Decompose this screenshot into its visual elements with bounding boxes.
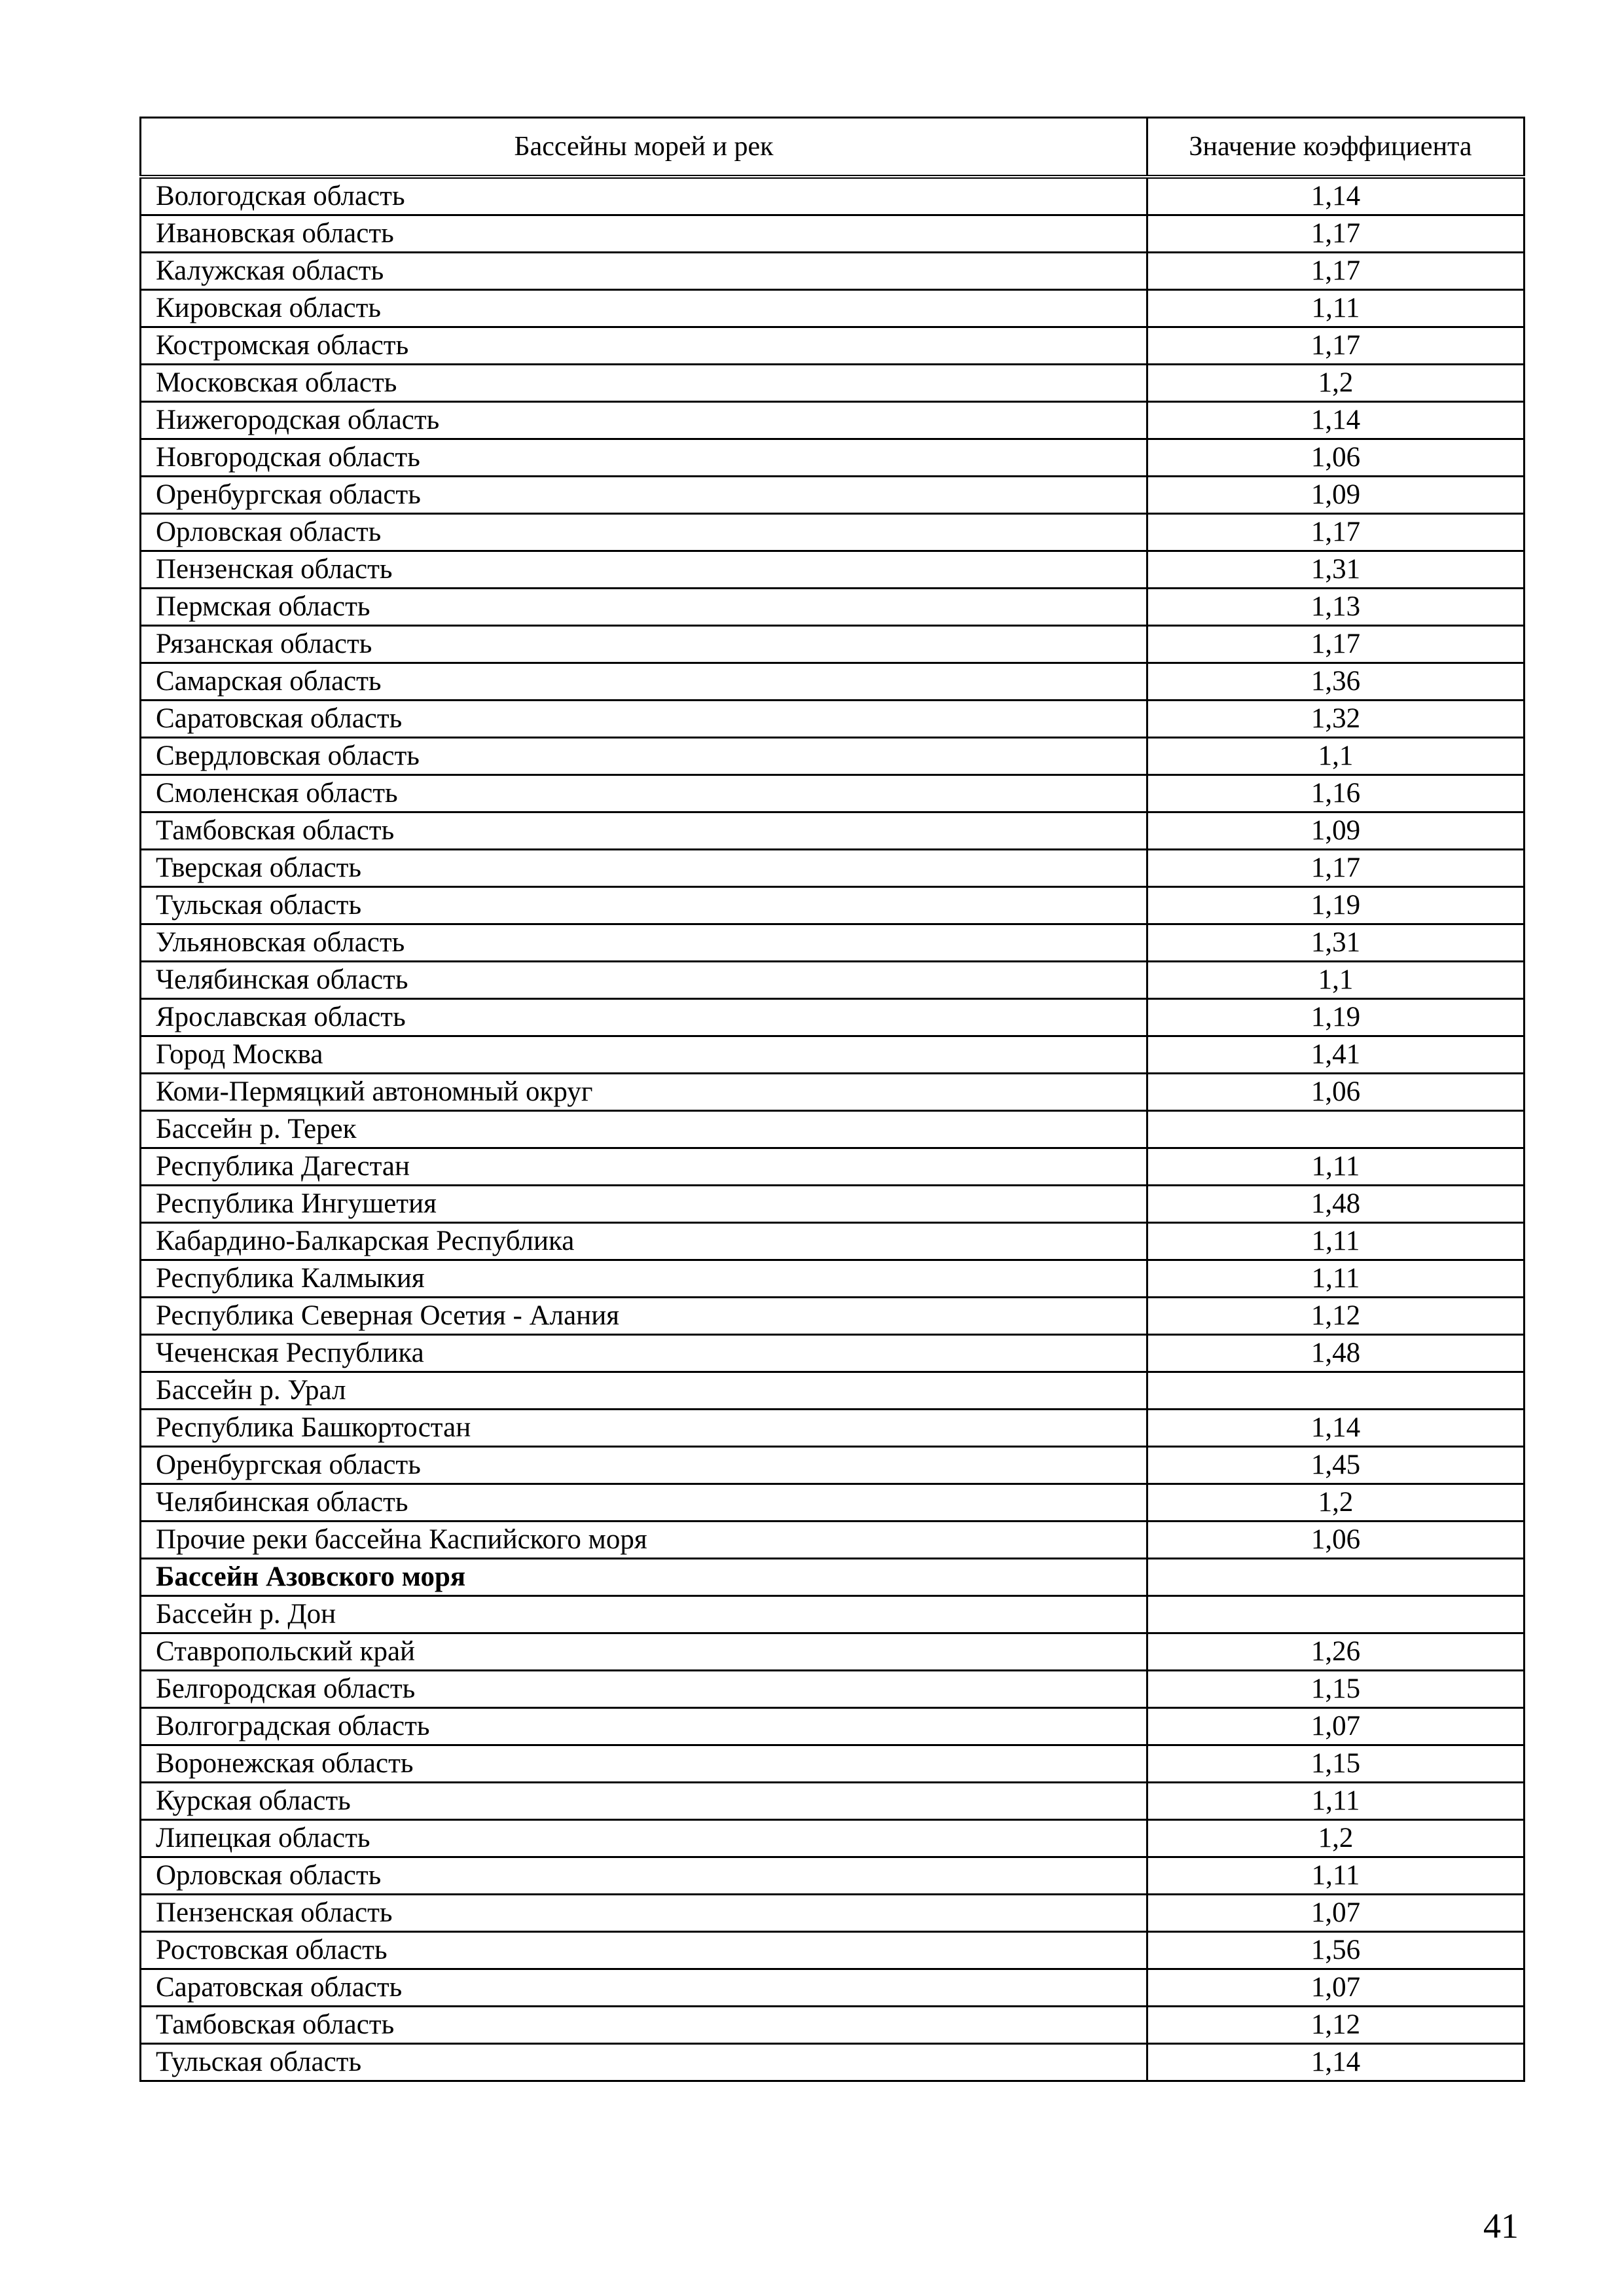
region-name-cell: Ростовская область <box>141 1932 1147 1969</box>
region-name-cell: Самарская область <box>141 663 1147 701</box>
region-name-cell: Республика Ингушетия <box>141 1186 1147 1223</box>
table-row <box>141 887 1525 924</box>
coefficient-value-cell: 1,14 <box>1147 2044 1525 2081</box>
table-row <box>141 701 1525 738</box>
coefficient-value-cell: 1,11 <box>1147 1260 1525 1298</box>
region-name-cell: Тульская область <box>141 2044 1147 2081</box>
table-row <box>141 1522 1525 1559</box>
table-row <box>141 177 1525 215</box>
table-row <box>141 962 1525 999</box>
table-row <box>141 1708 1525 1745</box>
table-row <box>141 850 1525 887</box>
table-row <box>141 1372 1525 1410</box>
table-row <box>141 215 1525 253</box>
coefficient-value-cell: 1,09 <box>1147 477 1525 514</box>
region-name-cell: Московская область <box>141 365 1147 402</box>
table-row <box>141 999 1525 1036</box>
region-name-cell: Республика Северная Осетия - Алания <box>141 1298 1147 1335</box>
table-row <box>141 1857 1525 1895</box>
coefficient-value-cell: 1,11 <box>1147 290 1525 327</box>
coefficient-value-cell: 1,31 <box>1147 551 1525 589</box>
coefficient-value-cell: 1,06 <box>1147 439 1525 477</box>
region-name-cell: Прочие реки бассейна Каспийского моря <box>141 1522 1147 1559</box>
coefficient-value-cell <box>1147 1372 1525 1410</box>
table-row <box>141 1745 1525 1783</box>
region-name-cell: Пензенская область <box>141 551 1147 589</box>
region-name-cell: Воронежская область <box>141 1745 1147 1783</box>
table-row <box>141 589 1525 626</box>
coefficient-value-cell: 1,17 <box>1147 514 1525 551</box>
region-name-cell: Нижегородская область <box>141 402 1147 439</box>
coefficient-value-cell: 1,17 <box>1147 626 1525 663</box>
region-name-cell: Новгородская область <box>141 439 1147 477</box>
coefficient-value-cell: 1,17 <box>1147 215 1525 253</box>
page-number: 41 <box>1483 2206 1519 2246</box>
region-name-cell: Бассейн р. Терек <box>141 1111 1147 1148</box>
table-row <box>141 1335 1525 1372</box>
coefficient-value-cell: 1,07 <box>1147 1969 1525 2007</box>
region-name-cell: Саратовская область <box>141 701 1147 738</box>
coefficient-value-cell: 1,26 <box>1147 1633 1525 1671</box>
coefficient-value-cell: 1,19 <box>1147 887 1525 924</box>
region-name-cell: Орловская область <box>141 1857 1147 1895</box>
region-name-cell: Орловская область <box>141 514 1147 551</box>
region-name-cell: Белгородская область <box>141 1671 1147 1708</box>
coefficient-value-cell: 1,15 <box>1147 1671 1525 1708</box>
region-name-cell: Саратовская область <box>141 1969 1147 2007</box>
table-row <box>141 365 1525 402</box>
region-name-cell: Челябинская область <box>141 962 1147 999</box>
region-name-cell: Тверская область <box>141 850 1147 887</box>
region-name-cell: Волгоградская область <box>141 1708 1147 1745</box>
coefficient-table <box>139 117 1525 2082</box>
coefficient-value-cell: 1,13 <box>1147 589 1525 626</box>
table-row <box>141 477 1525 514</box>
region-name-cell: Ярославская область <box>141 999 1147 1036</box>
coefficient-value-cell: 1,17 <box>1147 253 1525 290</box>
region-name-cell: Бассейн р. Дон <box>141 1596 1147 1633</box>
table-row <box>141 1633 1525 1671</box>
region-name-cell: Костромская область <box>141 327 1147 365</box>
coefficient-value-cell: 1,14 <box>1147 402 1525 439</box>
table-row <box>141 2007 1525 2044</box>
table-row <box>141 663 1525 701</box>
coefficient-value-cell: 1,11 <box>1147 1223 1525 1260</box>
table-row <box>141 1596 1525 1633</box>
table-header <box>141 118 1525 177</box>
coefficient-value-cell: 1,14 <box>1147 1410 1525 1447</box>
region-name-cell: Ставропольский край <box>141 1633 1147 1671</box>
region-name-cell: Чеченская Республика <box>141 1335 1147 1372</box>
region-name-cell: Тульская область <box>141 887 1147 924</box>
coefficient-value-cell: 1,2 <box>1147 1820 1525 1857</box>
table-row <box>141 551 1525 589</box>
coefficient-value-cell: 1,17 <box>1147 327 1525 365</box>
table-row <box>141 1484 1525 1522</box>
table-row <box>141 924 1525 962</box>
region-name-cell: Смоленская область <box>141 775 1147 812</box>
region-name-cell: Пензенская область <box>141 1895 1147 1932</box>
region-name-cell: Республика Дагестан <box>141 1148 1147 1186</box>
coefficient-value-cell: 1,19 <box>1147 999 1525 1036</box>
table-row <box>141 1895 1525 1932</box>
region-name-cell: Ивановская область <box>141 215 1147 253</box>
header-row <box>141 118 1525 177</box>
region-name-cell: Бассейн р. Урал <box>141 1372 1147 1410</box>
region-name-cell: Липецкая область <box>141 1820 1147 1857</box>
region-name-cell: Тамбовская область <box>141 2007 1147 2044</box>
coefficient-value-cell: 1,2 <box>1147 1484 1525 1522</box>
region-name-cell: Ульяновская область <box>141 924 1147 962</box>
region-name-cell: Оренбургская область <box>141 477 1147 514</box>
region-name-cell: Тамбовская область <box>141 812 1147 850</box>
table-row <box>141 253 1525 290</box>
header-coefficient-column: Значение коэффициента <box>1147 118 1525 177</box>
coefficient-value-cell: 1,1 <box>1147 738 1525 775</box>
table-row <box>141 1298 1525 1335</box>
coefficient-value-cell: 1,41 <box>1147 1036 1525 1074</box>
table-row <box>141 514 1525 551</box>
coefficient-value-cell: 1,16 <box>1147 775 1525 812</box>
table-row <box>141 1447 1525 1484</box>
region-name-cell: Республика Калмыкия <box>141 1260 1147 1298</box>
region-name-cell: Пермская область <box>141 589 1147 626</box>
coefficient-value-cell <box>1147 1559 1525 1596</box>
coefficient-value-cell: 1,45 <box>1147 1447 1525 1484</box>
coefficient-value-cell: 1,07 <box>1147 1708 1525 1745</box>
region-name-cell: Оренбургская область <box>141 1447 1147 1484</box>
table-row <box>141 1969 1525 2007</box>
coefficient-value-cell: 1,06 <box>1147 1074 1525 1111</box>
table-row <box>141 327 1525 365</box>
coefficient-value-cell: 1,11 <box>1147 1783 1525 1820</box>
table-row <box>141 1148 1525 1186</box>
coefficient-value-cell: 1,15 <box>1147 1745 1525 1783</box>
region-name-cell: Коми-Пермяцкий автономный округ <box>141 1074 1147 1111</box>
table-row <box>141 1036 1525 1074</box>
table-row <box>141 290 1525 327</box>
region-name-cell: Рязанская область <box>141 626 1147 663</box>
coefficient-value-cell: 1,36 <box>1147 663 1525 701</box>
coefficient-value-cell: 1,14 <box>1147 177 1525 215</box>
table-row <box>141 1410 1525 1447</box>
table-row <box>141 1783 1525 1820</box>
region-name-cell: Курская область <box>141 1783 1147 1820</box>
table-row <box>141 1074 1525 1111</box>
table-row <box>141 1223 1525 1260</box>
region-name-cell: Кировская область <box>141 290 1147 327</box>
coefficient-value-cell: 1,12 <box>1147 1298 1525 1335</box>
coefficient-value-cell: 1,31 <box>1147 924 1525 962</box>
region-name-cell: Калужская область <box>141 253 1147 290</box>
region-name-cell: Город Москва <box>141 1036 1147 1074</box>
coefficient-value-cell: 1,1 <box>1147 962 1525 999</box>
coefficient-value-cell: 1,2 <box>1147 365 1525 402</box>
table-row <box>141 439 1525 477</box>
table-row <box>141 738 1525 775</box>
coefficient-value-cell: 1,48 <box>1147 1186 1525 1223</box>
coefficient-value-cell <box>1147 1596 1525 1633</box>
table-row <box>141 626 1525 663</box>
coefficient-value-cell: 1,17 <box>1147 850 1525 887</box>
table-row <box>141 1932 1525 1969</box>
table-row <box>141 1111 1525 1148</box>
table-row <box>141 2044 1525 2081</box>
header-basin-column: Бассейны морей и рек <box>141 118 1147 177</box>
coefficient-value-cell: 1,11 <box>1147 1857 1525 1895</box>
coefficient-value-cell: 1,06 <box>1147 1522 1525 1559</box>
table-row <box>141 1559 1525 1596</box>
table-row <box>141 1820 1525 1857</box>
region-name-cell: Челябинская область <box>141 1484 1147 1522</box>
coefficient-value-cell: 1,12 <box>1147 2007 1525 2044</box>
region-name-cell: Вологодская область <box>141 177 1147 215</box>
table-row <box>141 402 1525 439</box>
coefficient-value-cell: 1,48 <box>1147 1335 1525 1372</box>
region-name-cell: Кабардино-Балкарская Республика <box>141 1223 1147 1260</box>
region-name-cell: Свердловская область <box>141 738 1147 775</box>
coefficient-value-cell: 1,11 <box>1147 1148 1525 1186</box>
table-row <box>141 1260 1525 1298</box>
coefficient-value-cell: 1,07 <box>1147 1895 1525 1932</box>
coefficient-value-cell: 1,09 <box>1147 812 1525 850</box>
table-body <box>141 177 1525 2081</box>
coefficient-value-cell: 1,56 <box>1147 1932 1525 1969</box>
table-row <box>141 1671 1525 1708</box>
table-row <box>141 812 1525 850</box>
coefficient-value-cell <box>1147 1111 1525 1148</box>
coefficient-value-cell: 1,32 <box>1147 701 1525 738</box>
table-row <box>141 1186 1525 1223</box>
region-name-cell: Республика Башкортостан <box>141 1410 1147 1447</box>
region-name-cell: Бассейн Азовского моря <box>141 1559 1147 1596</box>
table-row <box>141 775 1525 812</box>
